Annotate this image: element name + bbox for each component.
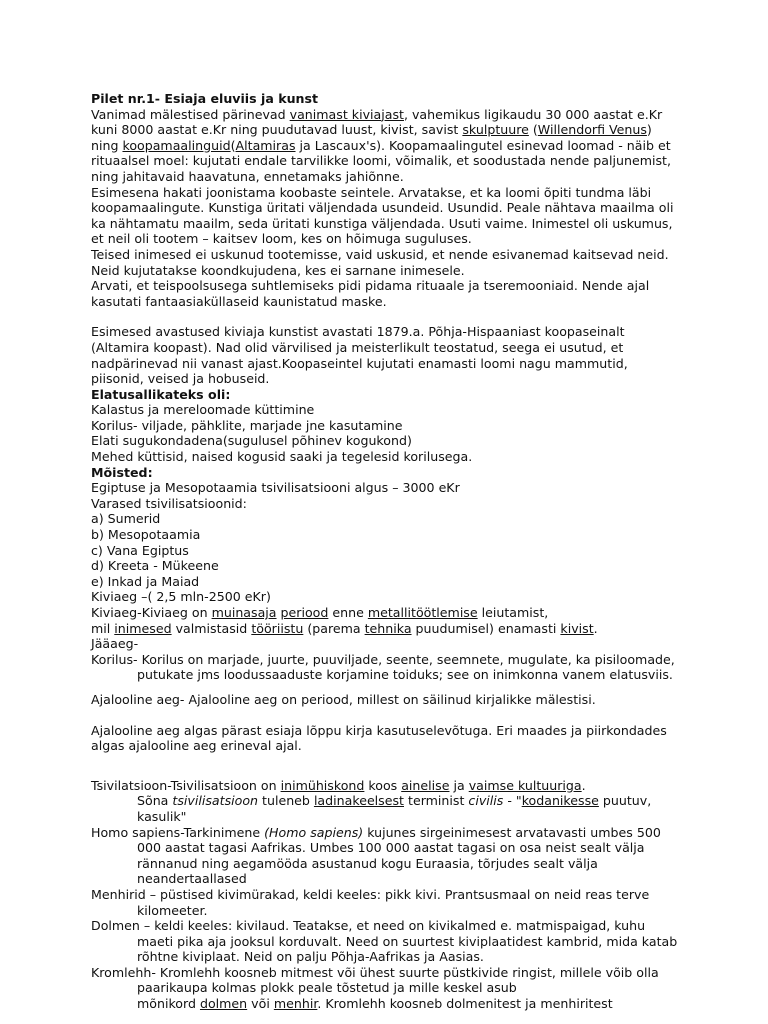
list-line: Mehed küttisid, naised kogusid saaki ja tegelesid korilusega. — [91, 449, 473, 465]
paragraph: Teised inimesed ei uskunud tootemisse, vaid uskusid, et nende esivanemad kaitsevad neid. Neid kujutatakse koondkujudena, kes ei sarnane inimesele. — [91, 246, 669, 278]
underlined-term: dolmen — [199, 996, 248, 1012]
underlined-term: ladinakeelsest — [313, 793, 404, 809]
underlined-term: inimesed — [114, 620, 172, 636]
list-line: Elati sugukondadena(sugulusel põhinev kogukond) — [91, 433, 412, 449]
paragraph: Ajalooline aeg- Ajalooline aeg on periood, millest on säilinud kirjalikke mälestisi. — [91, 691, 596, 707]
underlined-term: ainelise — [401, 777, 450, 793]
list-line: Kiviaeg-Kiviaeg on muinasaja periood enne metallitöötlemise leiutamist, — [91, 605, 549, 620]
paragraph: Esimesena hakati joonistama koobaste seintele. Arvatakse, et ka loomi õpiti tundma läbi koopamaalingute. Kunstiga üritati väljendada usundeid. Usundid. Peale nähtava maailma oli ka nähtamatu maailm, seda üritati kunstiga väljendada. Usuti vaime. Inimestel oli uskumus, et neil oli tootem – kaitsev loom, kes on hõimuga suguluses. — [91, 184, 674, 247]
list-line: Korilus- viljade, pähklite, marjade jne kasutamine — [91, 417, 403, 433]
section-heading — [91, 465, 681, 481]
underlined-term: Altamiras — [235, 137, 296, 153]
bold-text: Mõisted: — [91, 464, 153, 480]
underlined-term: kodanikesse — [521, 793, 599, 809]
underlined-term: vanimast kiviajast — [289, 106, 404, 122]
italic-term: tsivilisatsioon — [172, 793, 259, 809]
list-line: b) Mesopotaamia — [91, 527, 201, 543]
underlined-term: kivist — [560, 620, 594, 636]
underlined-term: muinasaja — [211, 605, 277, 620]
document-title: Pilet nr.1- Esiaja eluviis ja kunst — [91, 91, 319, 106]
paragraph: Arvati, et teispoolsusega suhtlemiseks pidi pidama rituaale ja tseremooniaid. Nende ajal kasutati fantaasiaküllaseid kaunistatud maske. — [91, 278, 650, 309]
underlined-term: vaimse kultuuriga — [468, 777, 582, 793]
definition-paragraph: Korilus- Korilus on marjade, juurte, puuviljade, seente, seemnete, mugulate, ka pisiloomade, putukate jms loodussaaduste korjamine toiduks; see on inimkonna vanem elatusviis. — [91, 651, 675, 683]
underlined-term: koopamaalinguid — [122, 137, 231, 153]
list-line: Kalastus ja mereloomade küttimine — [91, 402, 315, 418]
section-heading — [91, 387, 681, 403]
paragraph: Vanimad mälestised pärinevad vanimast kiviajast, vahemikus ligikaudu 30 000 aastat e.Kr kuni 8000 aastat e.Kr ning puudutavad luust, kivist, savist skulptuure (Willendorfi Venus) ning koopamaalinguid(Altamiras ja Lascaux's). Koopamaalingutel esinevad loomad - näib et rituaalsel moel: kujutati endale tarvilikke loomi, võimalik, et soodustada nende paljunemist, ning jahitavaid haavatuna, ennetamaks jahiõnne. — [91, 106, 671, 184]
list-line: Jääaeg- — [91, 636, 139, 652]
list-line: a) Sumerid — [91, 511, 161, 527]
italic-term: (Homo sapiens) — [264, 824, 364, 840]
paragraph: Tsivilatsioon-Tsivilisatsioon on inimühiskond koos ainelise ja vaimse kultuuriga. — [91, 777, 586, 793]
list-line: c) Vana Egiptus — [91, 542, 189, 558]
indented-paragraph: Sõna tsivilisatsioon tuleneb ladinakeelsest terminist civilis - "kodanikesse puutuv, kasulik" — [137, 793, 652, 824]
italic-term: civilis — [468, 793, 504, 809]
list-line: e) Inkad ja Maiad — [91, 573, 200, 589]
underlined-term: tööriistu — [251, 620, 304, 636]
definition-paragraph: Homo sapiens-Tarkinimene (Homo sapiens) kujunes sirgeinimesest arvatavasti umbes 500 000 aastat tagasi Aafrikas. Umbes 100 000 aastat tagasi on osa neist sealt välja rännanud ning aegamööda asustanud kogu Euraasia, tõrjudes sealt välja neandertaallased — [91, 824, 661, 887]
underlined-term: menhir — [273, 996, 318, 1012]
underlined-term: Willendorfi Venus — [537, 122, 647, 138]
list-line: Varased tsivilisatsioonid: — [91, 495, 247, 511]
underlined-term: periood — [280, 605, 329, 620]
list-line: Kiviaeg –( 2,5 mln-2500 eKr) — [91, 589, 271, 605]
list-line: d) Kreeta - Mükeene — [91, 558, 219, 574]
bold-text: Elatusallikateks oli: — [91, 386, 231, 402]
list-line: Egiptuse ja Mesopotaamia tsivilisatsiooni algus – 3000 eKr — [91, 480, 460, 496]
underlined-term: inimühiskond — [280, 777, 365, 793]
underlined-term: skulptuure — [462, 122, 529, 138]
definition-paragraph: Dolmen – keldi keeles: kivilaud. Teatakse, et need on kivikalmed e. matmispaigad, kuhu maeti pika aja jooksul korduvalt. Need on suurtest kiviplaatidest kambrid, mida katab rõhtne kiviplaat. Neid on palju Põhja-Aafrikas ja Aasias. — [91, 918, 678, 965]
document-body — [91, 91, 681, 1012]
underlined-term: metallitöötlemise — [367, 605, 478, 620]
indented-paragraph: mõnikord dolmen või menhir. Kromlehh koosneb dolmenitest ja menhiritest — [137, 996, 613, 1012]
paragraph: Esimesed avastused kiviaja kunstist avastati 1879.a. Põhja-Hispaaniast koopaseinalt (Altamira koopast). Nad olid värvilised ja meisterlikult teostatud, seega ei usutud, et nadpärinevad nii vanast ajast.Koopaseintel kujutati enamasti loomi nagu mammutid, piisonid, veised ja hobuseid. — [91, 324, 628, 387]
paragraph: Ajalooline aeg algas pärast esiaja lõppu kirja kasutuselevõtuga. Eri maades ja piirkondades algas ajalooline aeg erineval ajal. — [91, 722, 667, 754]
list-line: mil inimesed valmistasid tööriistu (parema tehnika puudumisel) enamasti kivist. — [91, 620, 598, 636]
definition-paragraph: Menhirid – püstised kivimürakad, keldi keeles: pikk kivi. Prantsusmaal on neid reas terve kilomeeter. — [91, 886, 650, 918]
definition-paragraph: Kromlehh- Kromlehh koosneb mitmest või ühest suurte püstkivide ringist, millele võib olla paarikaupa kolmas plokk peale tõstetud ja mille keskel asub — [91, 964, 659, 996]
underlined-term: tehnika — [364, 620, 412, 636]
